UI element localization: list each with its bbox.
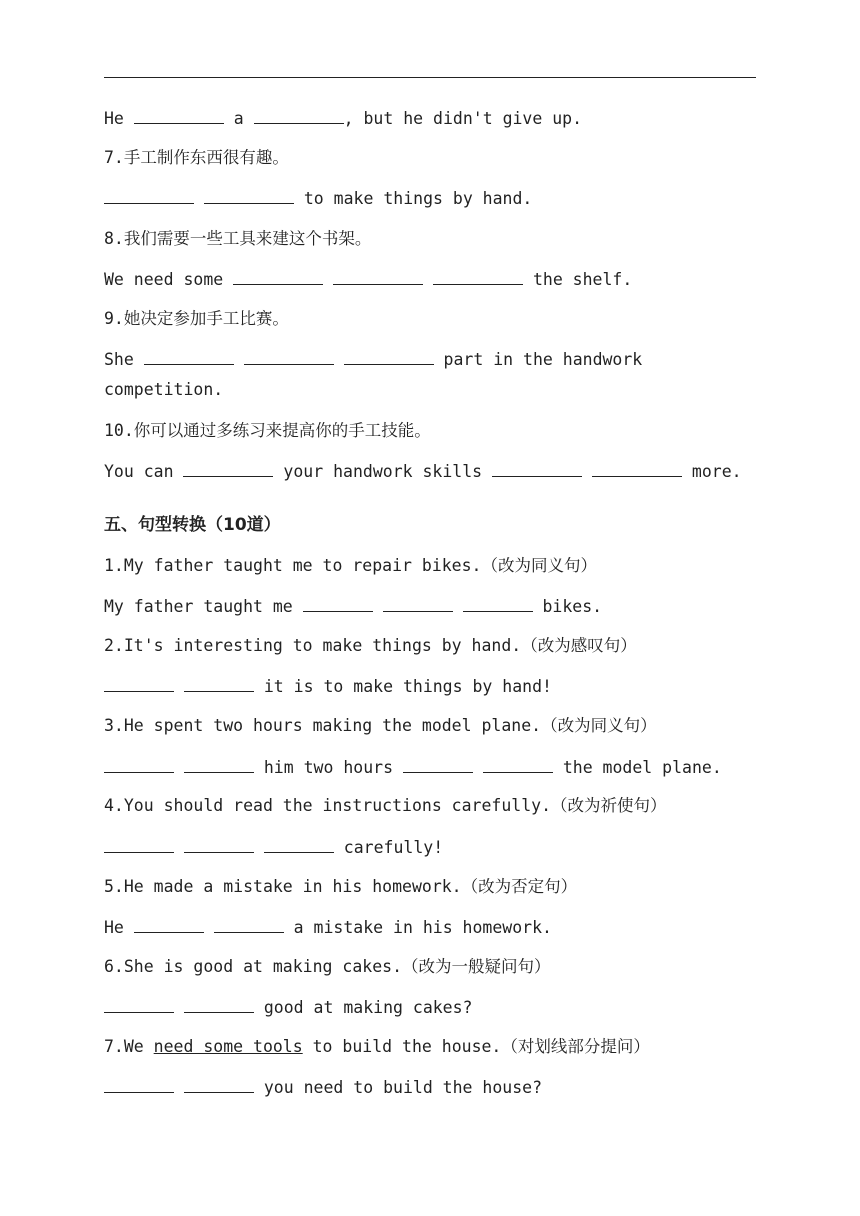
blank[interactable] <box>184 836 254 853</box>
blank[interactable] <box>344 348 434 365</box>
blank[interactable] <box>144 348 234 365</box>
blank[interactable] <box>433 268 523 285</box>
s5-q1: 1.My father taught me to repair bikes.（改为同义句） <box>104 556 597 575</box>
blank[interactable] <box>184 756 254 773</box>
blank[interactable] <box>204 187 294 204</box>
blank[interactable] <box>104 996 174 1013</box>
s5-a6: good at making cakes? <box>104 996 472 1019</box>
blank[interactable] <box>183 460 273 477</box>
s5-a2: it is to make things by hand! <box>104 675 552 698</box>
s5-a4: carefully! <box>104 836 443 859</box>
blank[interactable] <box>214 916 284 933</box>
blank[interactable] <box>403 756 473 773</box>
s5-a3: him two hours the model plane. <box>104 756 722 779</box>
blank[interactable] <box>134 916 204 933</box>
blank[interactable] <box>463 595 533 612</box>
q6-answer-line: He a , but he didn't give up. <box>104 109 583 128</box>
s5-q7: 7.We need some tools to build the house.（对划线部分提问） <box>104 1037 650 1056</box>
blank[interactable] <box>184 1076 254 1093</box>
blank[interactable] <box>383 595 453 612</box>
blank[interactable] <box>104 675 174 692</box>
blank[interactable] <box>483 756 553 773</box>
s5-q6: 6.She is good at making cakes.（改为一般疑问句） <box>104 957 551 976</box>
s5-q3: 3.He spent two hours making the model plane.（改为同义句） <box>104 716 657 735</box>
q9-chinese: 9.她决定参加手工比赛。 <box>104 309 289 328</box>
blank[interactable] <box>244 348 334 365</box>
q7-answer-line: to make things by hand. <box>104 187 532 210</box>
blank[interactable] <box>333 268 423 285</box>
s5-q5: 5.He made a mistake in his homework.（改为否定句） <box>104 877 578 896</box>
q7-chinese: 7.手工制作东西很有趣。 <box>104 148 289 167</box>
blank[interactable] <box>592 460 682 477</box>
q8-answer-line: We need some the shelf. <box>104 270 633 289</box>
underlined-phrase: need some tools <box>153 1037 303 1056</box>
blank[interactable] <box>184 996 254 1013</box>
q10-answer-line: You can your handwork skills more. <box>104 462 742 481</box>
blank[interactable] <box>104 836 174 853</box>
blank[interactable] <box>303 595 373 612</box>
blank[interactable] <box>492 460 582 477</box>
blank[interactable] <box>134 107 224 124</box>
blank[interactable] <box>184 675 254 692</box>
q9-answer-line: She part in the handwork <box>104 350 643 369</box>
q10-chinese: 10.你可以通过多练习来提高你的手工技能。 <box>104 421 431 440</box>
section-heading: 五、句型转换（10道） <box>104 515 281 535</box>
s5-a1: My father taught me bikes. <box>104 597 603 616</box>
header-rule <box>104 77 756 78</box>
blank[interactable] <box>254 107 344 124</box>
s5-q4: 4.You should read the instructions carefully.（改为祈使句） <box>104 796 667 815</box>
s5-a5: He a mistake in his homework. <box>104 918 552 937</box>
blank[interactable] <box>264 836 334 853</box>
q9-answer-line-2: competition. <box>104 380 224 399</box>
q8-chinese: 8.我们需要一些工具来建这个书架。 <box>104 229 372 248</box>
s5-q2: 2.It's interesting to make things by hand.（改为感叹句） <box>104 636 637 655</box>
blank[interactable] <box>104 1076 174 1093</box>
s5-a7: you need to build the house? <box>104 1076 542 1099</box>
blank[interactable] <box>233 268 323 285</box>
blank[interactable] <box>104 756 174 773</box>
blank[interactable] <box>104 187 194 204</box>
